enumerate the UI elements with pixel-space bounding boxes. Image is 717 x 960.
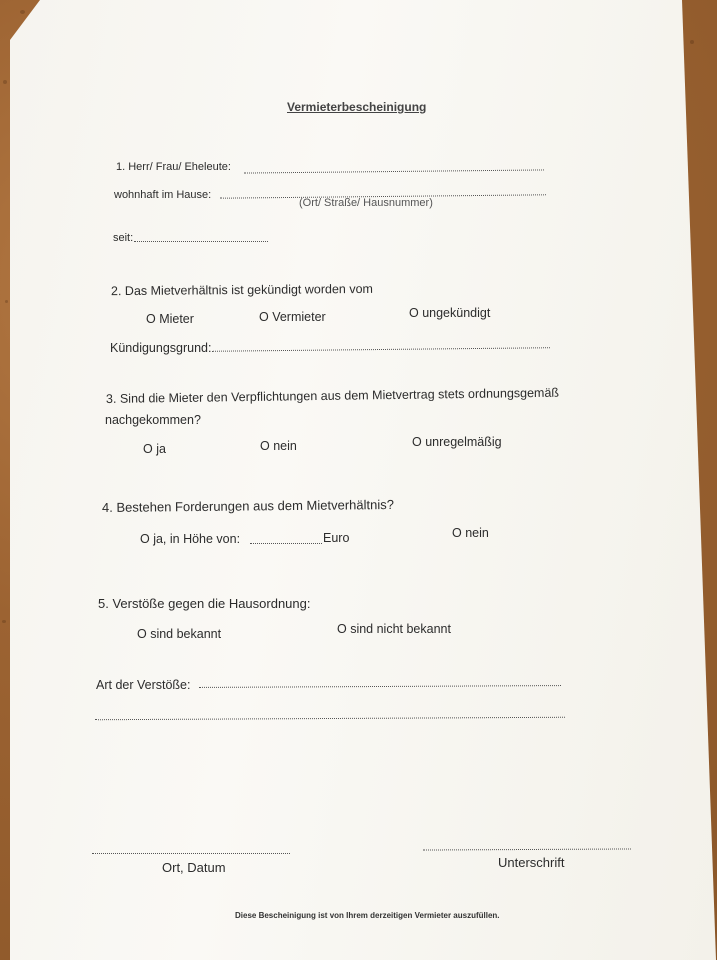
place-date-label: Ort, Datum (162, 860, 226, 875)
q2-question: 2. Das Mietverhältnis ist gekündigt worden vom (110, 281, 373, 299)
q3-option-unregelmaessig[interactable]: O unregelmäßig (412, 435, 502, 449)
signature-field[interactable] (423, 848, 631, 850)
q5-option-known[interactable]: O sind bekannt (137, 627, 222, 641)
q1-since-label: seit: (113, 232, 134, 244)
q2-reason-label: Kündigungsgrund: (110, 341, 212, 355)
q3-option-nein[interactable]: O nein (260, 439, 297, 453)
q1-since-field[interactable] (134, 241, 268, 242)
form-title: Vermieterbescheinigung (287, 100, 427, 114)
q5-option-not-known[interactable]: O sind nicht bekannt (337, 622, 451, 636)
signature-label: Unterschrift (498, 855, 565, 870)
q1-name-label: 1. Herr/ Frau/ Eheleute: (116, 161, 231, 173)
q2-option-vermieter[interactable]: O Vermieter (259, 310, 326, 324)
q4-question: 4. Bestehen Forderungen aus dem Mietverhältnis? (101, 496, 395, 515)
q2-option-ungekuendigt[interactable]: O ungekündigt (409, 306, 491, 320)
q5-violations-field-line2[interactable] (95, 717, 565, 720)
q3-option-ja[interactable]: O ja (143, 442, 166, 456)
footer-note: Diese Bescheinigung ist von Ihrem derzeitigen Vermieter auszufüllen. (235, 911, 500, 920)
q3-question-line1: 3. Sind die Mieter den Verpflichtungen aus dem Mietvertrag stets ordnungsgemäß (105, 385, 560, 406)
q1-name-field[interactable] (244, 169, 544, 173)
q1-address-hint: (Ort/ Straße/ Hausnummer) (299, 197, 433, 209)
q4-option-no[interactable]: O nein (452, 526, 489, 540)
q4-currency: Euro (323, 531, 350, 545)
q3-question-line2: nachgekommen? (105, 413, 201, 427)
q5-violations-label: Art der Verstöße: (96, 678, 191, 692)
q5-question: 5. Verstöße gegen die Hausordnung: (98, 596, 311, 611)
q4-amount-field[interactable] (250, 543, 322, 544)
q2-option-mieter[interactable]: O Mieter (146, 312, 194, 326)
place-date-field[interactable] (92, 853, 290, 854)
q4-option-yes[interactable]: O ja, in Höhe von: (140, 532, 241, 546)
q5-violations-field[interactable] (199, 685, 561, 688)
q2-reason-field[interactable] (212, 347, 550, 352)
q1-address-label: wohnhaft im Hause: (114, 189, 212, 201)
